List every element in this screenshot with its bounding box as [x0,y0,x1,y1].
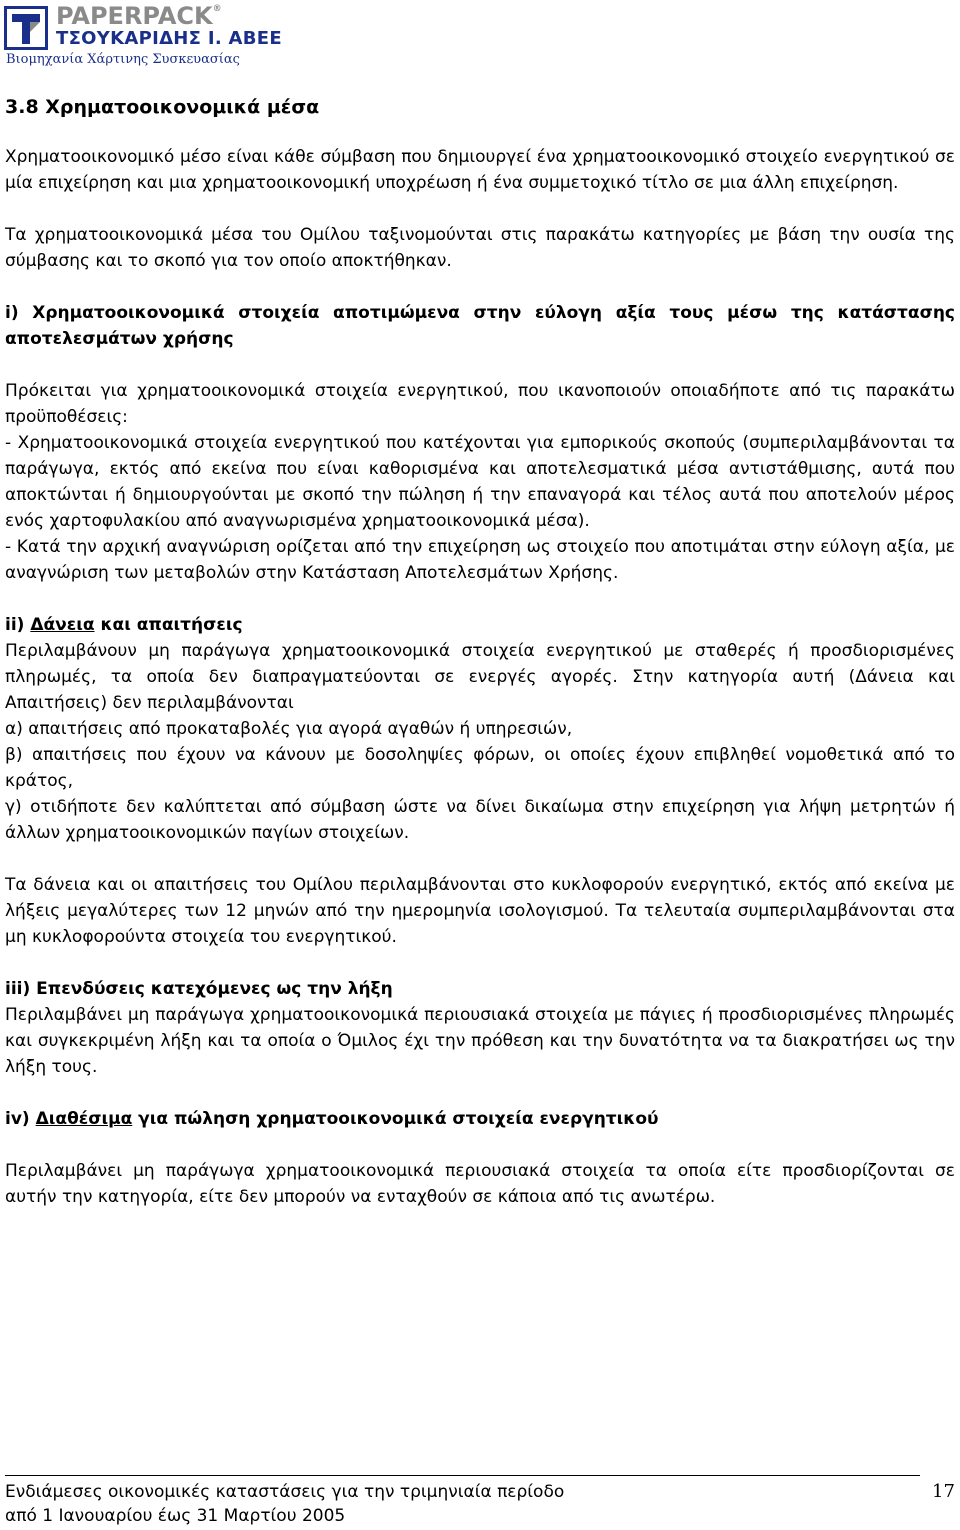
logo-company-name: ΤΣΟΥΚΑΡΙΔΗΣ Ι. ΑΒΕΕ [56,28,282,49]
page-number: 17 [932,1481,955,1502]
intro-paragraph-2: Τα χρηματοοικονομικά μέσα του Ομίλου ταξινομούνται στις παρακάτω κατηγορίες με βάση την ουσία της σύμβασης και το σκοπό για τον οποίο αποκτήθηκαν. [5,225,955,271]
intro-paragraph-1: Χρηματοοικονομικό μέσο είναι κάθε σύμβαση που δημιουργεί ένα χρηματοοικονομικό στοιχείο ενεργητικού σε μία επιχείρηση και μια χρηματοοικονομική υποχρέωση ή ένα συμμετοχικό τίτλο σε μια άλλη επιχείρηση. [5,147,955,193]
category-ii-item-b: β) απαιτήσεις που έχουν να κάνουν με δοσοληψίες φόρων, οι οποίες έχουν επιβληθεί νομοθετικά από το κράτος, [5,745,955,791]
category-i-paragraph-2: - Χρηματοοικονομικά στοιχεία ενεργητικού που κατέχονται για εμπορικούς σκοπούς (συμπεριλαμβάνονται τα παράγωγα, εκτός από εκείνα που είναι καθορισμένα και αποτελεσματικά μέσα αντιστάθμισης, αυτά που αποκτώνται ή δημιουργούνται με σκοπό την πώληση ή την επαναγορά και τέλος αυτά που αποτελούν μέρος ενός χαρτοφυλακίου από αναγνωρισμένα χρηματοοικονομικά μέσα). [5,433,955,531]
company-logo [4,2,282,68]
logo-tagline: Βιομηχανία Χάρτινης Συσκευασίας [6,52,240,67]
logo-brand-name: PAPERPACK® [56,2,222,30]
category-iii-heading: iii) Επενδύσεις κατεχόμενες ως την λήξη [5,979,393,999]
category-ii-heading: ii) Δάνεια και απαιτήσεις [5,615,243,635]
category-ii-paragraph-2: Τα δάνεια και οι απαιτήσεις του Ομίλου περιλαμβάνονται στο κυκλοφορούν ενεργητικό, εκτός από εκείνα με λήξεις μεγαλύτερες των 12 μηνών από την ημερομηνία ισολογισμού. Τα τελευταία συμπεριλαμβάνονται στα μη κυκλοφορούντα στοιχεία του ενεργητικού. [5,875,955,947]
paperpack-logo-icon [4,6,48,50]
category-ii-item-c: γ) οτιδήποτε δεν καλύπτεται από σύμβαση ώστε να δίνει δικαίωμα στην επιχείρηση για λήψη μετρητών ή άλλων χρηματοοικονομικών παγίων στοιχείων. [5,797,955,843]
document-body [5,94,955,1210]
category-ii-paragraph-1: Περιλαμβάνουν μη παράγωγα χρηματοοικονομικά στοιχεία ενεργητικού με σταθερές ή προσδιορισμένες πληρωμές, τα οποία δεν διαπραγματεύονται σε ενεργές αγορές. Στην κατηγορία αυτή (Δάνεια και Απαιτήσεις) δεν περιλαμβάνονται [5,641,955,713]
category-iii-paragraph-1: Περιλαμβάνει μη παράγωγα χρηματοοικονομικά περιουσιακά στοιχεία με πάγιες ή προσδιορισμένες πληρωμές και συγκεκριμένη λήξη και τα οποία ο Όμιλος έχι την πρόθεση και την δυνατότητα να τα διακρατήσει ως την λήξη τους. [5,1005,955,1077]
category-ii-item-a: α) απαιτήσεις από προκαταβολές για αγορά αγαθών ή υπηρεσιών, [5,719,573,739]
category-i-heading: i) Χρηματοοικονομικά στοιχεία αποτιμώμενα στην εύλογη αξία τους μέσω της κατάστασης αποτελεσμάτων χρήσης [5,303,955,349]
category-i-paragraph-3: - Κατά την αρχική αναγνώριση ορίζεται από την επιχείρηση ως στοιχείο που αποτιμάται στην εύλογη αξία, με αναγνώριση των μεταβολών στην Κατάσταση Αποτελεσμάτων Χρήσης. [5,537,955,583]
footer-title: Ενδιάμεσες οικονομικές καταστάσεις για την τριμηνιαία περίοδο [5,1482,565,1502]
section-title: 3.8 Χρηματοοικονομικά μέσα [5,96,320,118]
category-i-paragraph-1: Πρόκειται για χρηματοοικονομικά στοιχεία ενεργητικού, που ικανοποιούν οποιαδήποτε από τις παρακάτω προϋποθέσεις: [5,381,955,427]
category-iv-heading: iv) Διαθέσιμα για πώληση χρηματοοικονομικά στοιχεία ενεργητικού [5,1109,659,1129]
footer-divider [5,1475,920,1476]
footer-period: από 1 Ιανουαρίου έως 31 Μαρτίου 2005 [5,1506,346,1526]
category-iv-paragraph-1: Περιλαμβάνει μη παράγωγα χρηματοοικονομικά περιουσιακά στοιχεία τα οποία είτε προσδιορίζονται σε αυτήν την κατηγορία, είτε δεν μπορούν να ενταχθούν σε κάποια από τις ανωτέρω. [5,1161,955,1207]
